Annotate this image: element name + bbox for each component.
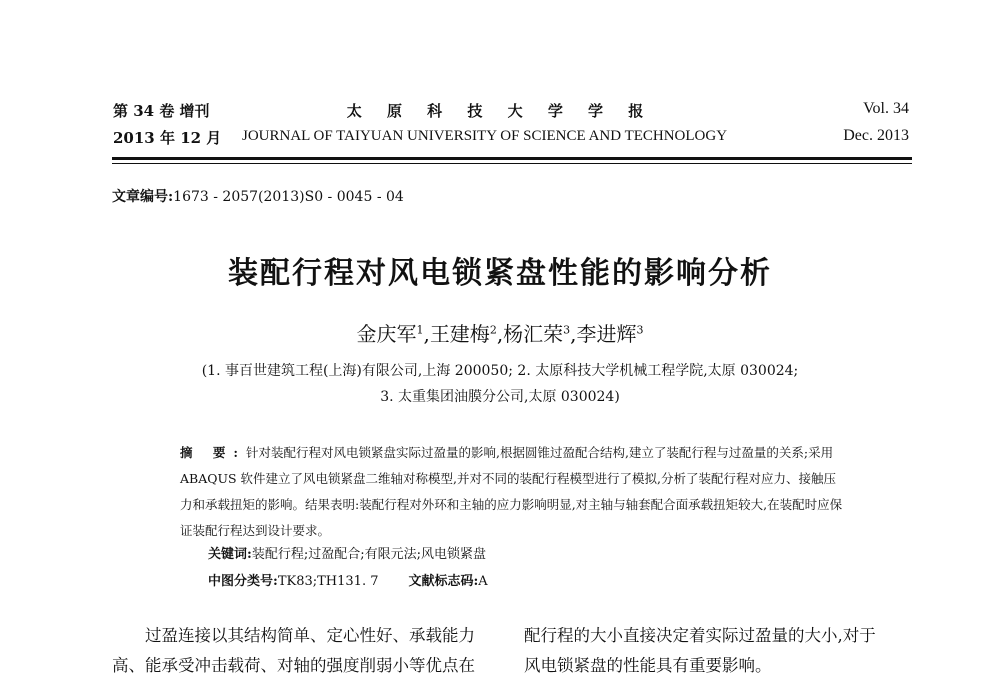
author-affil-mark: 3 [636,323,644,337]
clc-label: 中图分类号: [208,574,278,589]
keywords-label: 关键词: [208,547,252,562]
abstract [180,440,848,544]
body-line: 过盈连接以其结构简单、定心性好、承载能力 [145,626,475,645]
author-affil-mark: 1 [416,323,424,337]
author-name: 王建梅 [429,322,490,346]
doc-code-value: A [478,574,488,589]
article-number-label: 文章编号: [112,189,174,205]
article-number-value: 1673 - 2057(2013)S0 - 0045 - 04 [173,189,404,205]
body-line: 风电锁紧盘的性能具有重要影响。 [524,656,772,675]
doc-code-label: 文献标志码: [408,574,479,589]
body-column-left [112,621,507,681]
affiliation-line-1: (1. 事百世建筑工程(上海)有限公司,上海 200050; 2. 太原科技大学机械工程学院,太原 030024; [201,363,799,379]
keywords [208,543,486,562]
clc-value: TK83;TH131. 7 [277,574,379,589]
volume-en: Vol. 34 [863,100,909,117]
abstract-text: 针对装配行程对风电锁紧盘实际过盈量的影响,根据圆锥过盈配合结构,建立了装配行程与过盈量的关系;采用 ABAQUS 软件建立了风电锁紧盘二维轴对称模型,并对不同的装配行程模型进行了模拟,分析了装配行程对应力、接触压力和承载扭矩的影响。结果表明:装配行程对外环和主轴的应力影响明显,对主轴与轴套配合面承载扭矩较大,在装配时应保证装配行程达到设计要求。 [180,445,843,538]
journal-title-cn: 太 原 科 技 大 学 学 报 [346,102,654,120]
classification [208,570,488,589]
body-line: 高、能承受冲击载荷、对轴的强度削弱小等优点在 [112,656,475,675]
body-column-right [524,621,919,681]
author-affil-mark: 3 [563,323,571,337]
author-name: 杨汇荣 [503,322,564,346]
article-number [112,186,404,206]
author-list: 金庆军$^1$,王建梅$^2$,杨汇荣$^3$,李进辉$^3$ [356,322,644,346]
issue-date-en: Dec. 2013 [843,127,909,144]
author-name: 金庆军 [356,322,417,346]
abstract-label: 摘 要: [180,445,246,460]
author-affil-mark: 2 [489,323,497,337]
journal-title-en: JOURNAL OF TAIYUAN UNIVERSITY OF SCIENCE AND TECHNOLOGY [242,128,728,144]
affiliation-line-2: 3. 太重集团油膜分公司,太原 030024) [380,389,620,405]
paper-title: 装配行程对风电锁紧盘性能的影响分析 [228,256,772,291]
header-rule-thick [112,157,912,160]
body-line: 配行程的大小直接决定着实际过盈量的大小,对于 [524,626,876,645]
issue-date-cn: 2013 年 12 月 [113,129,222,147]
volume-info: 第 34 卷 增刊 [113,102,210,120]
header-rule-thin [112,163,912,164]
author-name: 李进辉 [576,322,637,346]
keywords-text: 装配行程;过盈配合;有限元法;风电锁紧盘 [251,547,486,562]
